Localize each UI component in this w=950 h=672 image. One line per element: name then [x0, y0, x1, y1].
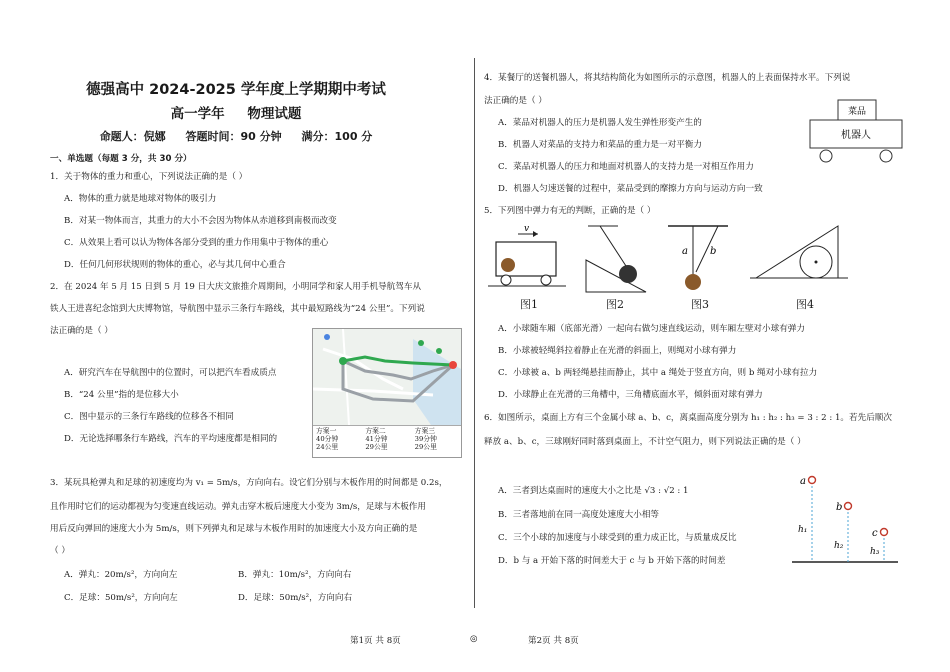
- robot-label: 机器人: [841, 130, 871, 141]
- fig1-caption: 图1: [520, 298, 538, 311]
- robot-diagram: [808, 98, 918, 166]
- q4-stem-line2: 法正确的是（ ）: [484, 96, 547, 106]
- route-name: 方案二: [365, 427, 386, 435]
- route-time: 41分钟: [365, 435, 388, 443]
- q3-stem-line4: （ ）: [50, 546, 70, 556]
- q3-option-a: A．弹丸：20m/s²，方向向左: [64, 570, 178, 580]
- height-h1-label: h₁: [798, 525, 808, 535]
- q2-option-a: A．研究汽车在导航图中的位置时，可以把汽车看成质点: [64, 368, 277, 378]
- q2-stem-line2: 铁人王进喜纪念馆到大庆博物馆，导航图中显示三条行车路线，其中最短路线为“24 公里”。下列说: [50, 304, 425, 314]
- dish-label: 菜品: [847, 107, 867, 117]
- q1-option-c: C．从效果上看可以认为物体各部分受到的重力作用集中于物体的重心: [64, 238, 329, 248]
- route-time: 40分钟: [316, 435, 339, 443]
- page-divider: [474, 58, 475, 608]
- q2-option-b: B．“24 公里”指的是位移大小: [64, 390, 179, 400]
- q6-option-d: D．b 与 a 开始下落的时间差大于 c 与 b 开始下落的时间差: [498, 556, 726, 566]
- q4-option-a: A．菜品对机器人的压力是机器人发生弹性形变产生的: [498, 118, 702, 128]
- q3-stem-line3: 用后反向弹回的速度大小为 5m/s，则下列弹丸和足球与木板作用时的加速度大小及方向正确的是: [50, 524, 418, 534]
- q4-stem-line1: 4．某餐厅的送餐机器人，将其结构简化为如图所示的示意图，机器人的上表面保持水平。下列说: [484, 73, 851, 83]
- q1-option-d: D．任何几何形状规则的物体的重心，必与其几何中心重合: [64, 260, 286, 270]
- q5-stem: 5．下列图中弹力有无的判断，正确的是（ ）: [484, 206, 656, 216]
- q2-stem-line1: 2．在 2024 年 5 月 15 日到 5 月 19 日大庆文旅推介周期间，小明同学和家人用手机导航驾车从: [50, 282, 422, 292]
- author-label: 命题人：倪娜: [99, 130, 166, 143]
- route-distance: 24公里: [316, 443, 339, 451]
- q1-option-a: A．物体的重力就是地球对物体的吸引力: [64, 194, 217, 204]
- page-number-right: 第2页 共 8页: [528, 636, 579, 646]
- subject-label: 物理试题: [247, 106, 302, 122]
- velocity-label: v: [524, 224, 530, 234]
- left-page: [0, 0, 472, 672]
- q5-option-d: D．小球静止在光滑的三角槽中，三角槽底面水平，倾斜面对球有弹力: [498, 390, 763, 400]
- route-time: 39分钟: [414, 435, 437, 443]
- falling-balls-diagram: [790, 470, 900, 570]
- rope-b-label: b: [710, 246, 717, 257]
- ball-a-label: a: [800, 476, 806, 487]
- q2-stem-line3: 法正确的是（ ）: [50, 326, 113, 336]
- q6-option-c: C．三个小球的加速度与小球受到的重力成正比，与质量成反比: [498, 533, 737, 543]
- ball-b-label: b: [836, 502, 843, 513]
- q6-option-b: B．三者落地前在同一高度处速度大小相等: [498, 510, 660, 520]
- q1-stem: 1．关于物体的重力和重心，下列说法正确的是（ ）: [50, 172, 248, 182]
- q5-option-a: A．小球随车厢（底部光滑）一起向右做匀速直线运动，则车厢左壁对小球有弹力: [498, 324, 805, 334]
- score-label: 满分：100 分: [301, 130, 373, 143]
- q1-option-b: B．对某一物体而言，其重力的大小不会因为物体从赤道移到南极而改变: [64, 216, 337, 226]
- q4-option-d: D．机器人匀速送餐的过程中，菜品受到的摩擦力方向与运动方向一致: [498, 184, 763, 194]
- fig3-caption: 图3: [691, 298, 709, 311]
- height-h2-label: h₂: [834, 541, 844, 551]
- section-heading: 一、单选题（每题 3 分，共 30 分）: [50, 154, 192, 164]
- route-option[interactable]: [313, 426, 362, 458]
- q5-option-b: B．小球被轻绳斜拉着静止在光滑的斜面上，则绳对小球有弹力: [498, 346, 737, 356]
- q3-stem-line2: 且作用时它们的运动都视为匀变速直线运动。弹丸击穿木板后速度大小变为 3m/s，足球与木板作用: [50, 502, 426, 512]
- route-name: 方案三: [414, 427, 436, 435]
- grade-label: 高一学年: [170, 106, 225, 122]
- footer-mark: ◎: [470, 634, 478, 644]
- height-h3-label: h₃: [870, 547, 880, 557]
- exam-info: [0, 128, 472, 144]
- route-distance: 29公里: [365, 443, 388, 451]
- q6-option-a: A．三者到达桌面时的速度大小之比是 √3 : √2 : 1: [498, 486, 689, 496]
- fig4-caption: 图4: [796, 298, 814, 311]
- right-page: [478, 0, 950, 672]
- route-option[interactable]: [412, 426, 461, 458]
- q6-stem-line2: 释放 a、b、c，三球刚好同时落到桌面上，不计空气阻力，则下列说法正确的是（ ）: [484, 437, 806, 447]
- q2-option-d: D．无论选择哪条行车路线，汽车的平均速度都是相同的: [64, 434, 278, 444]
- exam-title: 德强高中 2024-2025 学年度上学期期中考试: [86, 82, 386, 98]
- time-label: 答题时间：90 分钟: [185, 130, 282, 143]
- q3-option-b: B．弹丸：10m/s²，方向向右: [238, 570, 352, 580]
- ball-c-label: c: [872, 528, 878, 539]
- q5-option-c: C．小球被 a、b 两轻绳悬挂而静止，其中 a 绳处于竖直方向，则 b 绳对小球有拉力: [498, 368, 818, 378]
- q3-option-d: D．足球：50m/s²，方向向右: [238, 593, 353, 603]
- q2-option-c: C．图中显示的三条行车路线的位移各不相同: [64, 412, 234, 422]
- fig2-caption: 图2: [606, 298, 624, 311]
- page-number-left: 第1页 共 8页: [350, 636, 401, 646]
- q6-stem-line1: 6．如图所示，桌面上方有三个金属小球 a、b、c，离桌面高度分别为 h₁ : h₂ : h₃ = 3 : 2 : 1。若先后顺次: [484, 413, 892, 423]
- exam-subtitle: [0, 102, 472, 122]
- map-routes-drawing: [313, 329, 461, 425]
- route-distance: 29公里: [414, 443, 437, 451]
- q4-option-b: B．机器人对菜品的支持力和菜品的重力是一对平衡力: [498, 140, 702, 150]
- q4-option-c: C．菜品对机器人的压力和地面对机器人的支持力是一对相互作用力: [498, 162, 754, 172]
- q3-option-c: C．足球：50m/s²，方向向左: [64, 593, 178, 603]
- navigation-map-image: [312, 328, 462, 458]
- q3-stem-line1: 3．某玩具枪弹丸和足球的初速度均为 v₁ = 5m/s，方向向右。设它们分别与木板作用的时间都是 0.2s，: [50, 478, 448, 488]
- rope-a-label: a: [682, 246, 688, 257]
- route-option[interactable]: [362, 426, 411, 458]
- route-name: 方案一: [316, 427, 337, 435]
- route-options-table: [313, 425, 461, 458]
